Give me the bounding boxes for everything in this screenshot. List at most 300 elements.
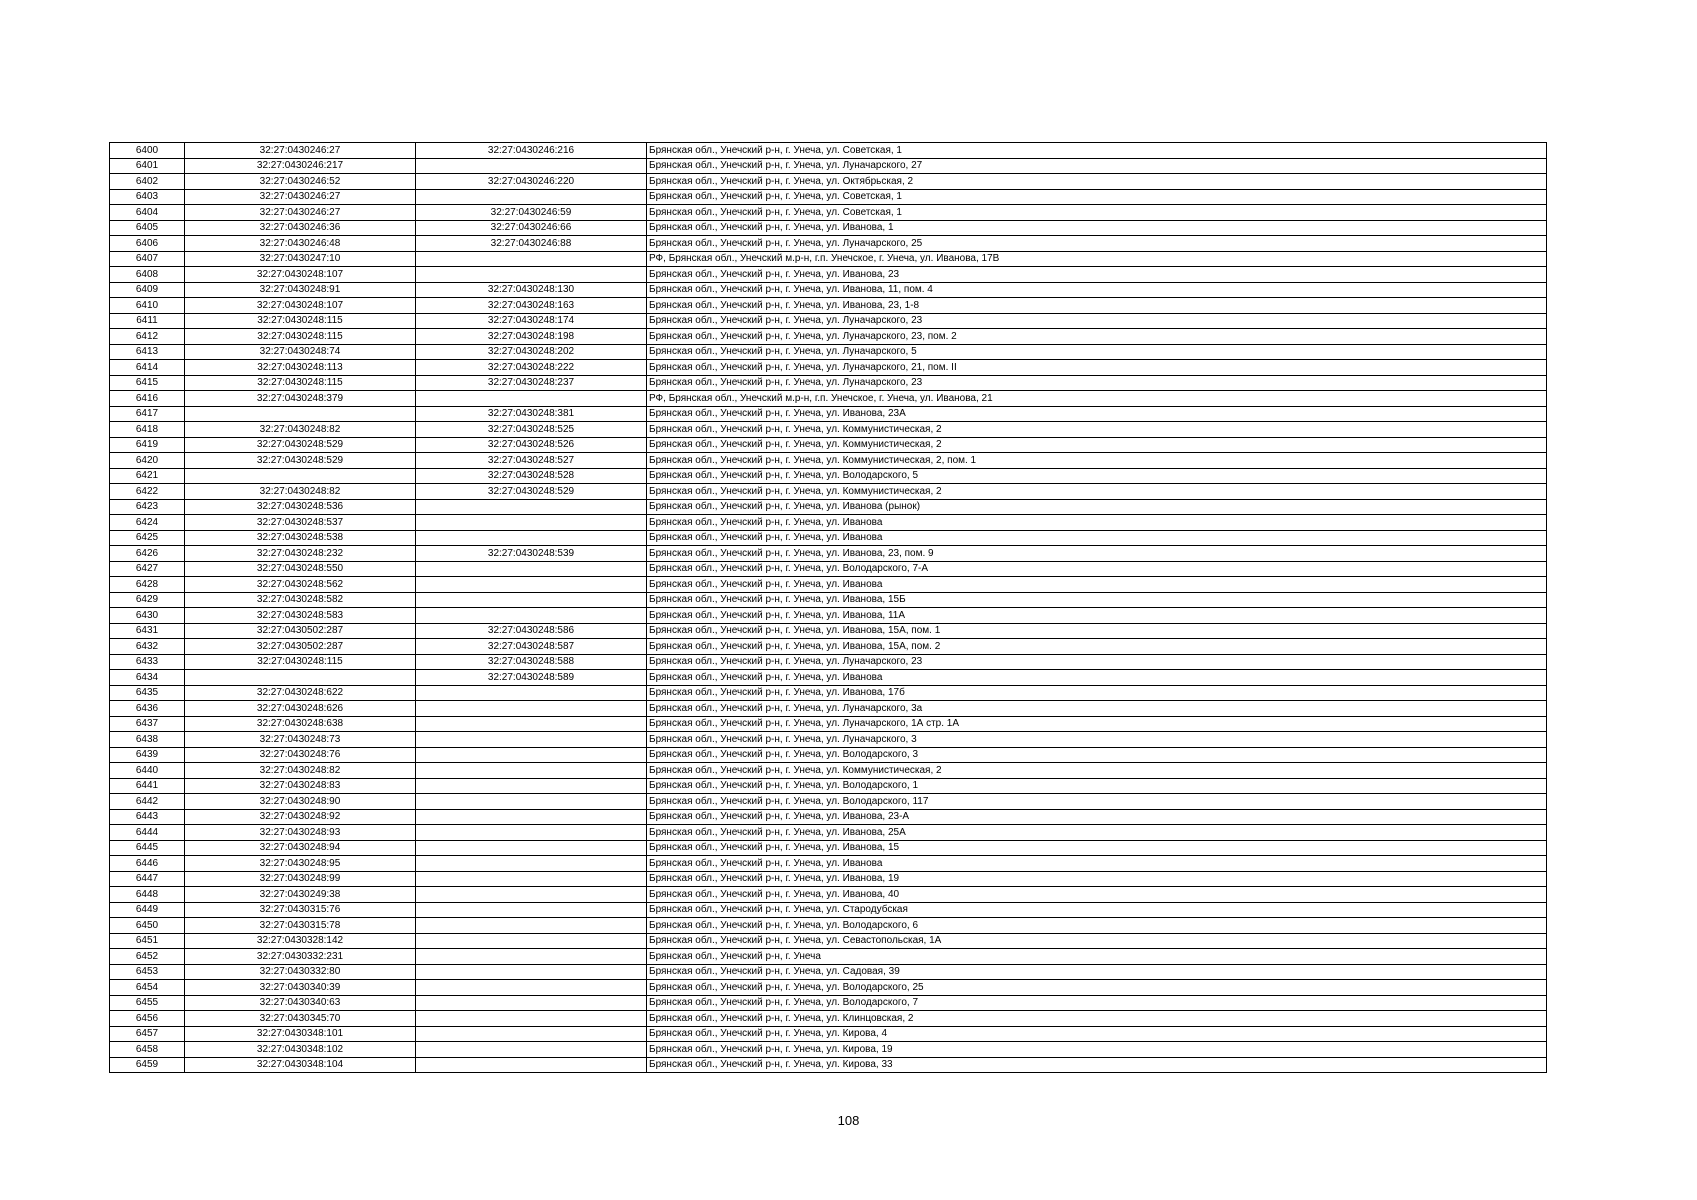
cadastral-number-cell: 32:27:0430248:107 — [185, 267, 416, 283]
cadastral-number-cell: 32:27:0430315:78 — [185, 918, 416, 934]
address-cell: РФ, Брянская обл., Унечский м.р-н, г.п. Унечское, г. Унеча, ул. Иванова, 17В — [647, 251, 1547, 267]
linked-cadastral-number-cell — [416, 995, 647, 1011]
cadastral-number-cell: 32:27:0430248:379 — [185, 391, 416, 407]
table-row — [110, 298, 1547, 314]
linked-cadastral-number-cell: 32:27:0430248:589 — [416, 670, 647, 686]
cadastral-number-cell: 32:27:0430248:638 — [185, 716, 416, 732]
table-row — [110, 329, 1547, 345]
cadastral-number-cell: 32:27:0430248:582 — [185, 592, 416, 608]
row-number-cell: 6425 — [110, 530, 185, 546]
row-number-cell: 6458 — [110, 1042, 185, 1058]
address-cell: Брянская обл., Унечский р-н, г. Унеча, ул. Луначарского, 21, пом. II — [647, 360, 1547, 376]
cadastral-number-cell: 32:27:0430348:104 — [185, 1057, 416, 1073]
address-cell: Брянская обл., Унечский р-н, г. Унеча, ул. Луначарского, 27 — [647, 158, 1547, 174]
cadastral-number-cell: 32:27:0430248:82 — [185, 763, 416, 779]
address-cell: Брянская обл., Унечский р-н, г. Унеча, ул. Иванова, 23, пом. 9 — [647, 546, 1547, 562]
address-cell: Брянская обл., Унечский р-н, г. Унеча, ул. Луначарского, 1А стр. 1А — [647, 716, 1547, 732]
row-number-cell: 6443 — [110, 809, 185, 825]
address-cell: Брянская обл., Унечский р-н, г. Унеча, ул. Иванова, 23, 1-8 — [647, 298, 1547, 314]
address-cell: Брянская обл., Унечский р-н, г. Унеча, ул. Иванова — [647, 530, 1547, 546]
linked-cadastral-number-cell — [416, 716, 647, 732]
table-row — [110, 825, 1547, 841]
row-number-cell: 6446 — [110, 856, 185, 872]
cadastral-number-cell: 32:27:0430247:10 — [185, 251, 416, 267]
row-number-cell: 6411 — [110, 313, 185, 329]
cadastral-number-cell: 32:27:0430248:626 — [185, 701, 416, 717]
row-number-cell: 6416 — [110, 391, 185, 407]
cadastral-number-cell: 32:27:0430348:102 — [185, 1042, 416, 1058]
cadastral-number-cell: 32:27:0430248:74 — [185, 344, 416, 360]
address-cell: Брянская обл., Унечский р-н, г. Унеча, ул. Володарского, 7 — [647, 995, 1547, 1011]
address-cell: Брянская обл., Унечский р-н, г. Унеча, ул. Иванова, 15А, пом. 2 — [647, 639, 1547, 655]
table-row — [110, 995, 1547, 1011]
row-number-cell: 6444 — [110, 825, 185, 841]
address-cell: Брянская обл., Унечский р-н, г. Унеча, ул. Володарского, 6 — [647, 918, 1547, 934]
linked-cadastral-number-cell — [416, 391, 647, 407]
cadastral-number-cell — [185, 670, 416, 686]
table-row — [110, 639, 1547, 655]
cadastral-number-cell: 32:27:0430246:52 — [185, 174, 416, 190]
table-row — [110, 220, 1547, 236]
row-number-cell: 6407 — [110, 251, 185, 267]
cadastral-number-cell: 32:27:0430328:142 — [185, 933, 416, 949]
row-number-cell: 6424 — [110, 515, 185, 531]
cadastral-number-cell: 32:27:0430248:562 — [185, 577, 416, 593]
row-number-cell: 6420 — [110, 453, 185, 469]
linked-cadastral-number-cell — [416, 592, 647, 608]
address-cell: Брянская обл., Унечский р-н, г. Унеча, ул. Советская, 1 — [647, 205, 1547, 221]
table-row — [110, 949, 1547, 965]
linked-cadastral-number-cell: 32:27:0430246:220 — [416, 174, 647, 190]
linked-cadastral-number-cell — [416, 515, 647, 531]
table-row — [110, 251, 1547, 267]
table-row — [110, 561, 1547, 577]
linked-cadastral-number-cell — [416, 1057, 647, 1073]
linked-cadastral-number-cell — [416, 251, 647, 267]
linked-cadastral-number-cell — [416, 747, 647, 763]
address-cell: Брянская обл., Унечский р-н, г. Унеча, ул. Луначарского, 3 — [647, 732, 1547, 748]
row-number-cell: 6438 — [110, 732, 185, 748]
table-row — [110, 1042, 1547, 1058]
address-cell: Брянская обл., Унечский р-н, г. Унеча, ул. Иванова, 15А, пом. 1 — [647, 623, 1547, 639]
address-cell: Брянская обл., Унечский р-н, г. Унеча, ул. Луначарского, 23, пом. 2 — [647, 329, 1547, 345]
cadastral-number-cell: 32:27:0430248:232 — [185, 546, 416, 562]
table-row — [110, 530, 1547, 546]
address-cell: Брянская обл., Унечский р-н, г. Унеча, ул. Кирова, 33 — [647, 1057, 1547, 1073]
address-cell: Брянская обл., Унечский р-н, г. Унеча, ул. Луначарского, 3а — [647, 701, 1547, 717]
address-cell: Брянская обл., Унечский р-н, г. Унеча, ул. Садовая, 39 — [647, 964, 1547, 980]
address-cell: Брянская обл., Унечский р-н, г. Унеча, ул. Коммунистическая, 2 — [647, 763, 1547, 779]
linked-cadastral-number-cell: 32:27:0430248:529 — [416, 484, 647, 500]
row-number-cell: 6402 — [110, 174, 185, 190]
row-number-cell: 6435 — [110, 685, 185, 701]
cadastral-number-cell: 32:27:0430502:287 — [185, 623, 416, 639]
table-row — [110, 670, 1547, 686]
row-number-cell: 6454 — [110, 980, 185, 996]
table-row — [110, 964, 1547, 980]
table-row — [110, 189, 1547, 205]
cadastral-number-cell: 32:27:0430248:83 — [185, 778, 416, 794]
row-number-cell: 6455 — [110, 995, 185, 1011]
address-cell: Брянская обл., Унечский р-н, г. Унеча, ул. Севастопольская, 1А — [647, 933, 1547, 949]
cadastral-number-cell: 32:27:0430248:113 — [185, 360, 416, 376]
row-number-cell: 6408 — [110, 267, 185, 283]
linked-cadastral-number-cell — [416, 825, 647, 841]
linked-cadastral-number-cell — [416, 1011, 647, 1027]
address-cell: Брянская обл., Унечский р-н, г. Унеча, ул. Володарского, 25 — [647, 980, 1547, 996]
cadastral-number-cell: 32:27:0430248:583 — [185, 608, 416, 624]
address-cell: Брянская обл., Унечский р-н, г. Унеча, ул. Иванова — [647, 670, 1547, 686]
address-cell: Брянская обл., Унечский р-н, г. Унеча, ул. Советская, 1 — [647, 189, 1547, 205]
cadastral-number-cell: 32:27:0430340:39 — [185, 980, 416, 996]
table-row — [110, 685, 1547, 701]
table-row — [110, 360, 1547, 376]
row-number-cell: 6406 — [110, 236, 185, 252]
linked-cadastral-number-cell — [416, 949, 647, 965]
cadastral-number-cell: 32:27:0430348:101 — [185, 1026, 416, 1042]
cadastral-number-cell: 32:27:0430332:231 — [185, 949, 416, 965]
linked-cadastral-number-cell: 32:27:0430246:88 — [416, 236, 647, 252]
row-number-cell: 6403 — [110, 189, 185, 205]
table-row — [110, 577, 1547, 593]
registry-table-body — [110, 143, 1547, 1073]
row-number-cell: 6421 — [110, 468, 185, 484]
cadastral-number-cell: 32:27:0430248:115 — [185, 313, 416, 329]
address-cell: Брянская обл., Унечский р-н, г. Унеча, ул. Иванова, 19 — [647, 871, 1547, 887]
table-row — [110, 267, 1547, 283]
row-number-cell: 6417 — [110, 406, 185, 422]
linked-cadastral-number-cell — [416, 871, 647, 887]
row-number-cell: 6430 — [110, 608, 185, 624]
address-cell: Брянская обл., Унечский р-н, г. Унеча, ул. Луначарского, 25 — [647, 236, 1547, 252]
cadastral-number-cell: 32:27:0430248:76 — [185, 747, 416, 763]
linked-cadastral-number-cell — [416, 158, 647, 174]
linked-cadastral-number-cell: 32:27:0430248:202 — [416, 344, 647, 360]
address-cell: Брянская обл., Унечский р-н, г. Унеча, ул. Луначарского, 23 — [647, 313, 1547, 329]
address-cell: Брянская обл., Унечский р-н, г. Унеча, ул. Кирова, 19 — [647, 1042, 1547, 1058]
address-cell: Брянская обл., Унечский р-н, г. Унеча, ул. Иванова — [647, 515, 1547, 531]
linked-cadastral-number-cell — [416, 561, 647, 577]
address-cell: Брянская обл., Унечский р-н, г. Унеча, ул. Иванова — [647, 856, 1547, 872]
address-cell: Брянская обл., Унечский р-н, г. Унеча, ул. Володарского, 7-А — [647, 561, 1547, 577]
linked-cadastral-number-cell — [416, 918, 647, 934]
linked-cadastral-number-cell — [416, 685, 647, 701]
table-row — [110, 1057, 1547, 1073]
linked-cadastral-number-cell — [416, 1026, 647, 1042]
table-row — [110, 856, 1547, 872]
cadastral-number-cell: 32:27:0430246:217 — [185, 158, 416, 174]
property-registry-table — [109, 142, 1547, 1073]
page-number: 108 — [837, 1113, 860, 1128]
cadastral-number-cell: 32:27:0430248:94 — [185, 840, 416, 856]
linked-cadastral-number-cell: 32:27:0430248:525 — [416, 422, 647, 438]
address-cell: Брянская обл., Унечский р-н, г. Унеча, ул. Иванова, 40 — [647, 887, 1547, 903]
cadastral-number-cell: 32:27:0430248:115 — [185, 329, 416, 345]
linked-cadastral-number-cell — [416, 1042, 647, 1058]
linked-cadastral-number-cell: 32:27:0430248:222 — [416, 360, 647, 376]
row-number-cell: 6401 — [110, 158, 185, 174]
cadastral-number-cell: 32:27:0430249:38 — [185, 887, 416, 903]
linked-cadastral-number-cell — [416, 499, 647, 515]
address-cell: Брянская обл., Унечский р-н, г. Унеча, ул. Иванова, 23А — [647, 406, 1547, 422]
linked-cadastral-number-cell: 32:27:0430248:526 — [416, 437, 647, 453]
cadastral-number-cell — [185, 468, 416, 484]
table-row — [110, 980, 1547, 996]
address-cell: Брянская обл., Унечский р-н, г. Унеча, ул. Октябрьская, 2 — [647, 174, 1547, 190]
row-number-cell: 6419 — [110, 437, 185, 453]
linked-cadastral-number-cell — [416, 902, 647, 918]
linked-cadastral-number-cell: 32:27:0430248:237 — [416, 375, 647, 391]
linked-cadastral-number-cell — [416, 701, 647, 717]
row-number-cell: 6429 — [110, 592, 185, 608]
row-number-cell: 6434 — [110, 670, 185, 686]
cadastral-number-cell: 32:27:0430246:48 — [185, 236, 416, 252]
table-row — [110, 763, 1547, 779]
linked-cadastral-number-cell: 32:27:0430248:198 — [416, 329, 647, 345]
address-cell: Брянская обл., Унечский р-н, г. Унеча, ул. Володарского, 117 — [647, 794, 1547, 810]
row-number-cell: 6410 — [110, 298, 185, 314]
row-number-cell: 6414 — [110, 360, 185, 376]
address-cell: Брянская обл., Унечский р-н, г. Унеча, ул. Луначарского, 23 — [647, 654, 1547, 670]
cadastral-number-cell: 32:27:0430248:536 — [185, 499, 416, 515]
table-row — [110, 313, 1547, 329]
table-row — [110, 809, 1547, 825]
table-row — [110, 375, 1547, 391]
linked-cadastral-number-cell: 32:27:0430248:381 — [416, 406, 647, 422]
table-row — [110, 1026, 1547, 1042]
table-row — [110, 592, 1547, 608]
table-row — [110, 1011, 1547, 1027]
table-row — [110, 422, 1547, 438]
linked-cadastral-number-cell — [416, 763, 647, 779]
linked-cadastral-number-cell — [416, 794, 647, 810]
linked-cadastral-number-cell — [416, 840, 647, 856]
address-cell: Брянская обл., Унечский р-н, г. Унеча, ул. Иванова — [647, 577, 1547, 593]
cadastral-number-cell: 32:27:0430340:63 — [185, 995, 416, 1011]
linked-cadastral-number-cell — [416, 980, 647, 996]
table-row — [110, 499, 1547, 515]
linked-cadastral-number-cell: 32:27:0430248:586 — [416, 623, 647, 639]
row-number-cell: 6449 — [110, 902, 185, 918]
table-row — [110, 174, 1547, 190]
linked-cadastral-number-cell — [416, 608, 647, 624]
address-cell: Брянская обл., Унечский р-н, г. Унеча, ул. Коммунистическая, 2, пом. 1 — [647, 453, 1547, 469]
row-number-cell: 6415 — [110, 375, 185, 391]
table-row — [110, 608, 1547, 624]
linked-cadastral-number-cell — [416, 887, 647, 903]
table-row — [110, 778, 1547, 794]
cadastral-number-cell: 32:27:0430248:93 — [185, 825, 416, 841]
address-cell: Брянская обл., Унечский р-н, г. Унеча, ул. Луначарского, 5 — [647, 344, 1547, 360]
linked-cadastral-number-cell — [416, 778, 647, 794]
address-cell: Брянская обл., Унечский р-н, г. Унеча, ул. Клинцовская, 2 — [647, 1011, 1547, 1027]
table-row — [110, 918, 1547, 934]
table-row — [110, 391, 1547, 407]
address-cell: Брянская обл., Унечский р-н, г. Унеча, ул. Коммунистическая, 2 — [647, 422, 1547, 438]
row-number-cell: 6448 — [110, 887, 185, 903]
row-number-cell: 6453 — [110, 964, 185, 980]
cadastral-number-cell: 32:27:0430246:36 — [185, 220, 416, 236]
linked-cadastral-number-cell: 32:27:0430248:130 — [416, 282, 647, 298]
table-row — [110, 453, 1547, 469]
row-number-cell: 6431 — [110, 623, 185, 639]
table-row — [110, 437, 1547, 453]
table-row — [110, 933, 1547, 949]
table-row — [110, 701, 1547, 717]
cadastral-number-cell: 32:27:0430248:92 — [185, 809, 416, 825]
cadastral-number-cell: 32:27:0430248:115 — [185, 654, 416, 670]
table-row — [110, 871, 1547, 887]
table-row — [110, 716, 1547, 732]
cadastral-number-cell: 32:27:0430246:27 — [185, 143, 416, 159]
cadastral-number-cell: 32:27:0430248:99 — [185, 871, 416, 887]
row-number-cell: 6445 — [110, 840, 185, 856]
cadastral-number-cell: 32:27:0430332:80 — [185, 964, 416, 980]
address-cell: Брянская обл., Унечский р-н, г. Унеча, ул. Стародубская — [647, 902, 1547, 918]
row-number-cell: 6451 — [110, 933, 185, 949]
cadastral-number-cell: 32:27:0430248:538 — [185, 530, 416, 546]
address-cell: Брянская обл., Унечский р-н, г. Унеча, ул. Иванова, 11А — [647, 608, 1547, 624]
address-cell: Брянская обл., Унечский р-н, г. Унеча, ул. Луначарского, 23 — [647, 375, 1547, 391]
linked-cadastral-number-cell — [416, 964, 647, 980]
table-row — [110, 344, 1547, 360]
row-number-cell: 6437 — [110, 716, 185, 732]
linked-cadastral-number-cell — [416, 933, 647, 949]
address-cell: Брянская обл., Унечский р-н, г. Унеча, ул. Иванова (рынок) — [647, 499, 1547, 515]
row-number-cell: 6423 — [110, 499, 185, 515]
table-row — [110, 468, 1547, 484]
row-number-cell: 6409 — [110, 282, 185, 298]
table-row — [110, 515, 1547, 531]
table-row — [110, 143, 1547, 159]
table-row — [110, 654, 1547, 670]
cadastral-number-cell: 32:27:0430248:82 — [185, 484, 416, 500]
linked-cadastral-number-cell — [416, 732, 647, 748]
address-cell: Брянская обл., Унечский р-н, г. Унеча, ул. Иванова, 23-А — [647, 809, 1547, 825]
row-number-cell: 6405 — [110, 220, 185, 236]
cadastral-number-cell: 32:27:0430315:76 — [185, 902, 416, 918]
row-number-cell: 6400 — [110, 143, 185, 159]
row-number-cell: 6427 — [110, 561, 185, 577]
row-number-cell: 6450 — [110, 918, 185, 934]
table-row — [110, 158, 1547, 174]
cadastral-number-cell: 32:27:0430248:95 — [185, 856, 416, 872]
table-row — [110, 794, 1547, 810]
address-cell: Брянская обл., Унечский р-н, г. Унеча, ул. Иванова, 25А — [647, 825, 1547, 841]
address-cell: Брянская обл., Унечский р-н, г. Унеча, ул. Иванова, 15 — [647, 840, 1547, 856]
table-row — [110, 236, 1547, 252]
table-row — [110, 732, 1547, 748]
linked-cadastral-number-cell: 32:27:0430248:528 — [416, 468, 647, 484]
linked-cadastral-number-cell — [416, 577, 647, 593]
cadastral-number-cell: 32:27:0430246:27 — [185, 189, 416, 205]
row-number-cell: 6456 — [110, 1011, 185, 1027]
row-number-cell: 6447 — [110, 871, 185, 887]
table-row — [110, 747, 1547, 763]
linked-cadastral-number-cell — [416, 856, 647, 872]
row-number-cell: 6404 — [110, 205, 185, 221]
row-number-cell: 6433 — [110, 654, 185, 670]
row-number-cell: 6459 — [110, 1057, 185, 1073]
address-cell: Брянская обл., Унечский р-н, г. Унеча, ул. Кирова, 4 — [647, 1026, 1547, 1042]
address-cell: Брянская обл., Унечский р-н, г. Унеча, ул. Володарского, 1 — [647, 778, 1547, 794]
address-cell: Брянская обл., Унечский р-н, г. Унеча, ул. Коммунистическая, 2 — [647, 437, 1547, 453]
table-row — [110, 205, 1547, 221]
address-cell: Брянская обл., Унечский р-н, г. Унеча, ул. Иванова, 17б — [647, 685, 1547, 701]
linked-cadastral-number-cell: 32:27:0430246:59 — [416, 205, 647, 221]
cadastral-number-cell: 32:27:0430248:115 — [185, 375, 416, 391]
row-number-cell: 6457 — [110, 1026, 185, 1042]
address-cell: Брянская обл., Унечский р-н, г. Унеча, ул. Иванова, 11, пом. 4 — [647, 282, 1547, 298]
table-row — [110, 484, 1547, 500]
address-cell: Брянская обл., Унечский р-н, г. Унеча, ул. Советская, 1 — [647, 143, 1547, 159]
linked-cadastral-number-cell: 32:27:0430248:174 — [416, 313, 647, 329]
cadastral-number-cell: 32:27:0430248:550 — [185, 561, 416, 577]
linked-cadastral-number-cell: 32:27:0430248:588 — [416, 654, 647, 670]
row-number-cell: 6440 — [110, 763, 185, 779]
cadastral-number-cell — [185, 406, 416, 422]
cadastral-number-cell: 32:27:0430248:107 — [185, 298, 416, 314]
row-number-cell: 6426 — [110, 546, 185, 562]
row-number-cell: 6418 — [110, 422, 185, 438]
address-cell: Брянская обл., Унечский р-н, г. Унеча, ул. Иванова, 23 — [647, 267, 1547, 283]
cadastral-number-cell: 32:27:0430345:70 — [185, 1011, 416, 1027]
address-cell: Брянская обл., Унечский р-н, г. Унеча, ул. Иванова, 15Б — [647, 592, 1547, 608]
table-row — [110, 546, 1547, 562]
cadastral-number-cell: 32:27:0430248:82 — [185, 422, 416, 438]
table-row — [110, 406, 1547, 422]
linked-cadastral-number-cell: 32:27:0430248:527 — [416, 453, 647, 469]
address-cell: РФ, Брянская обл., Унечский м.р-н, г.п. Унечское, г. Унеча, ул. Иванова, 21 — [647, 391, 1547, 407]
address-cell: Брянская обл., Унечский р-н, г. Унеча, ул. Володарского, 5 — [647, 468, 1547, 484]
cadastral-number-cell: 32:27:0430248:622 — [185, 685, 416, 701]
table-row — [110, 282, 1547, 298]
row-number-cell: 6439 — [110, 747, 185, 763]
row-number-cell: 6413 — [110, 344, 185, 360]
cadastral-number-cell: 32:27:0430248:90 — [185, 794, 416, 810]
linked-cadastral-number-cell — [416, 267, 647, 283]
address-cell: Брянская обл., Унечский р-н, г. Унеча — [647, 949, 1547, 965]
table-row — [110, 887, 1547, 903]
table-row — [110, 623, 1547, 639]
cadastral-number-cell: 32:27:0430502:287 — [185, 639, 416, 655]
address-cell: Брянская обл., Унечский р-н, г. Унеча, ул. Володарского, 3 — [647, 747, 1547, 763]
row-number-cell: 6422 — [110, 484, 185, 500]
row-number-cell: 6412 — [110, 329, 185, 345]
linked-cadastral-number-cell: 32:27:0430246:66 — [416, 220, 647, 236]
table-row — [110, 902, 1547, 918]
row-number-cell: 6428 — [110, 577, 185, 593]
address-cell: Брянская обл., Унечский р-н, г. Унеча, ул. Коммунистическая, 2 — [647, 484, 1547, 500]
row-number-cell: 6452 — [110, 949, 185, 965]
row-number-cell: 6432 — [110, 639, 185, 655]
linked-cadastral-number-cell: 32:27:0430248:587 — [416, 639, 647, 655]
cadastral-number-cell: 32:27:0430248:537 — [185, 515, 416, 531]
address-cell: Брянская обл., Унечский р-н, г. Унеча, ул. Иванова, 1 — [647, 220, 1547, 236]
cadastral-number-cell: 32:27:0430246:27 — [185, 205, 416, 221]
table-row — [110, 840, 1547, 856]
linked-cadastral-number-cell — [416, 809, 647, 825]
linked-cadastral-number-cell: 32:27:0430248:539 — [416, 546, 647, 562]
row-number-cell: 6442 — [110, 794, 185, 810]
cadastral-number-cell: 32:27:0430248:529 — [185, 453, 416, 469]
cadastral-number-cell: 32:27:0430248:91 — [185, 282, 416, 298]
cadastral-number-cell: 32:27:0430248:529 — [185, 437, 416, 453]
cadastral-number-cell: 32:27:0430248:73 — [185, 732, 416, 748]
linked-cadastral-number-cell: 32:27:0430248:163 — [416, 298, 647, 314]
row-number-cell: 6436 — [110, 701, 185, 717]
linked-cadastral-number-cell — [416, 530, 647, 546]
